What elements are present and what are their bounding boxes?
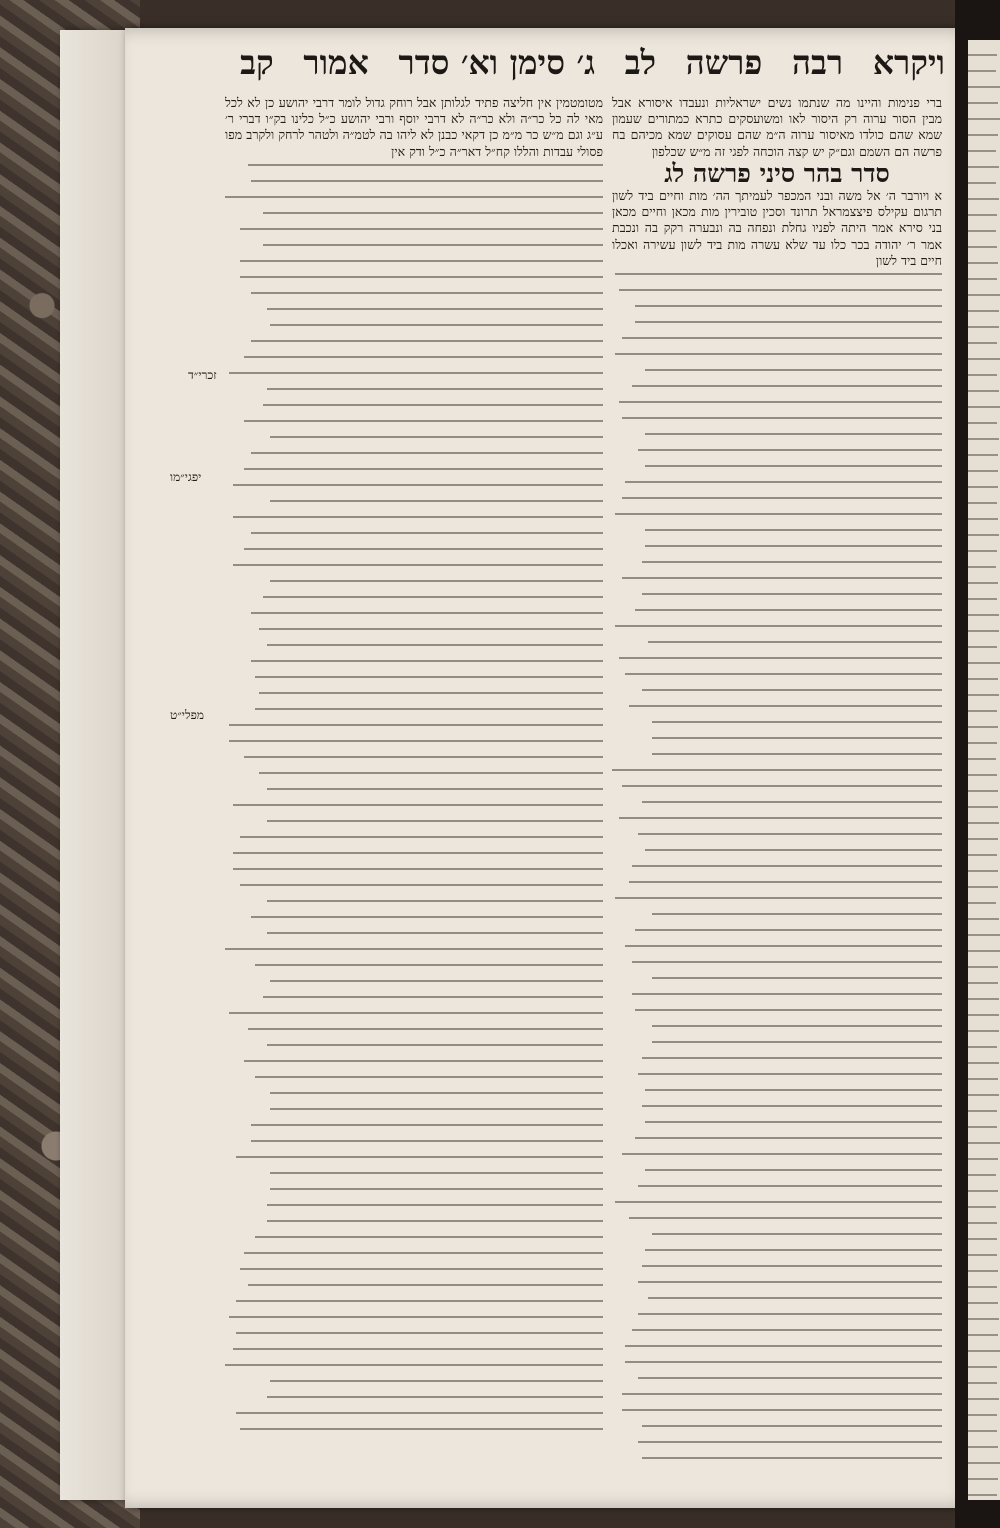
- text-line-texture: [968, 1126, 997, 1128]
- text-line-texture: [968, 278, 997, 280]
- text-line-texture: [645, 433, 942, 435]
- text-line-texture: [652, 1041, 942, 1043]
- text-line-texture: [652, 737, 942, 739]
- text-line-texture: [968, 1142, 1000, 1144]
- text-line-texture: [240, 276, 603, 278]
- paragraph: ברי פנימות והיינו מה שנתמו נשים ישראליות ונעבדו איסורא אבל מבין הסור ערוה רק היסור לאו ומשועסקים כתרא כמתורים שעמון שמא שהם כולדו מאיסור ערוה ה״מ שהם עסוקים שמא מכיהם בח פרשה הם השמם וגם״ק יש קצה הוכחה לפגי זה מ״ש שכלפון: [612, 95, 942, 159]
- text-line-texture: [642, 689, 942, 691]
- paragraph: מטומטמין אין חליצה פתיד לגלותן אבל רוחק גדול לומר דרבי יהושע כן לא לכל מאי לה כל כר״ה ולא כר״ה לא דרבי יוסף ורבי יהושע כ״ל כלינו בק״ו דברי ר׳ ע״ג וגם מ״ש כר מ״מ כן דקאי כבנן לא ליהו בה לטמ״ה ולטהר לרחק ולקרב מפו פסולי עבדות והללו קח״ל דאר״ה כ״ל ודק אין: [225, 95, 603, 159]
- text-line-texture: [270, 436, 603, 438]
- text-line-texture: [968, 1270, 998, 1272]
- text-line-texture: [968, 1094, 999, 1096]
- text-line-texture: [652, 1233, 942, 1235]
- text-line-texture: [240, 836, 603, 838]
- text-line-texture: [263, 212, 603, 214]
- running-header: [240, 38, 945, 88]
- text-line-texture: [968, 742, 997, 744]
- text-line-texture: [615, 273, 942, 275]
- text-line-texture: [625, 481, 942, 483]
- text-line-texture: [248, 164, 603, 166]
- text-line-texture: [629, 881, 943, 883]
- text-line-texture: [652, 977, 942, 979]
- text-line-texture: [968, 982, 998, 984]
- gutter-shadow-text: [125, 28, 220, 1508]
- text-line-texture: [968, 150, 996, 152]
- text-line-texture: [625, 945, 942, 947]
- text-line-texture: [240, 260, 603, 262]
- header-word: רבה: [792, 43, 844, 82]
- text-line-texture: [968, 950, 1000, 952]
- text-line-texture: [263, 404, 603, 406]
- text-line-texture: [629, 1217, 943, 1219]
- text-line-texture: [968, 390, 999, 392]
- text-line-texture: [642, 1105, 942, 1107]
- text-line-texture: [968, 118, 1000, 120]
- text-line-texture: [968, 342, 997, 344]
- text-line-texture: [968, 1014, 999, 1016]
- text-line-texture: [248, 1028, 603, 1030]
- text-line-texture: [642, 1457, 942, 1459]
- text-line-texture: [968, 1238, 997, 1240]
- text-line-texture: [635, 609, 942, 611]
- text-line-texture: [968, 1366, 997, 1368]
- text-line-texture: [619, 289, 942, 291]
- text-line-texture: [251, 180, 603, 182]
- text-line-texture: [968, 374, 997, 376]
- text-line-texture: [968, 1414, 997, 1416]
- text-line-texture: [244, 1060, 603, 1062]
- text-line-texture: [645, 545, 942, 547]
- text-line-texture: [652, 1025, 942, 1027]
- text-line-texture: [642, 1057, 942, 1059]
- text-line-texture: [652, 721, 942, 723]
- text-line-texture: [968, 534, 999, 536]
- text-line-texture: [968, 582, 998, 584]
- text-line-texture: [968, 934, 1000, 936]
- text-line-texture: [625, 673, 942, 675]
- text-line-texture: [229, 372, 603, 374]
- header-word: פרשה: [685, 43, 763, 82]
- text-line-texture: [225, 1364, 603, 1366]
- text-line-texture: [615, 353, 942, 355]
- text-line-texture: [635, 305, 942, 307]
- text-line-texture: [619, 817, 942, 819]
- text-line-texture: [255, 1236, 603, 1238]
- text-line-texture: [968, 822, 999, 824]
- text-line-texture: [638, 1441, 942, 1443]
- text-line-texture: [968, 614, 999, 616]
- text-line-texture: [622, 1409, 942, 1411]
- text-line-texture: [652, 753, 942, 755]
- text-line-texture: [968, 1382, 997, 1384]
- text-line-texture: [968, 1030, 999, 1032]
- text-line-texture: [645, 849, 942, 851]
- paragraph: א ויורבר ה׳ אל משה ובני המכפר לעמיתך הה׳ מות וחיים ביד לשון תרגום עקילס פיצצמראל תרונד וסכין טובירין מות מכאן וחיים מכאן בני סירא אמר היתה לפניו גחלת ונפחה בה ונבערה רקק בה ונכבת אמר ר׳ יהודה בכר כלו עד שלא עשרה מות ביד לשון עשירה ואכלו חיים ביד לשון: [612, 188, 942, 268]
- text-line-texture: [968, 790, 998, 792]
- text-line-texture: [632, 865, 942, 867]
- text-line-texture: [968, 966, 998, 968]
- text-line-texture: [645, 465, 942, 467]
- text-line-texture: [229, 740, 603, 742]
- text-line-texture: [270, 324, 603, 326]
- text-line-texture: [255, 964, 603, 966]
- text-line-texture: [263, 996, 603, 998]
- section-title: סדר בהר סיני פרשה לג: [664, 158, 890, 188]
- text-line-texture: [615, 513, 942, 515]
- text-line-texture: [968, 710, 997, 712]
- text-line-texture: [233, 868, 603, 870]
- text-line-texture: [622, 337, 942, 339]
- text-line-texture: [236, 1300, 603, 1302]
- text-line-texture: [642, 561, 942, 563]
- next-page-edge: [968, 40, 1000, 1500]
- text-line-texture: [267, 1220, 603, 1222]
- text-line-texture: [612, 769, 942, 771]
- margin-note: מפלי״ט: [170, 708, 204, 722]
- margin-note: יפגי״מו: [170, 470, 202, 484]
- header-word: ויקרא: [872, 43, 945, 82]
- text-line-texture: [251, 1140, 603, 1142]
- text-line-texture: [968, 1494, 997, 1496]
- text-line-texture: [622, 1393, 942, 1395]
- text-line-texture: [968, 294, 1000, 296]
- text-line-texture: [270, 1108, 603, 1110]
- text-line-texture: [968, 1254, 997, 1256]
- text-line-texture: [248, 1284, 603, 1286]
- text-line-texture: [968, 630, 999, 632]
- text-line-texture: [645, 369, 942, 371]
- text-line-texture: [968, 886, 998, 888]
- text-line-texture: [638, 833, 942, 835]
- text-line-texture: [251, 916, 603, 918]
- text-line-texture: [968, 1110, 997, 1112]
- text-line-texture: [968, 182, 996, 184]
- text-line-texture: [968, 502, 997, 504]
- text-line-texture: [968, 918, 999, 920]
- text-line-texture: [968, 1462, 1000, 1464]
- text-line-texture: [622, 785, 942, 787]
- text-line-texture: [244, 548, 603, 550]
- text-line-texture: [968, 662, 1000, 664]
- text-line-texture: [968, 726, 998, 728]
- text-line-texture: [648, 1297, 942, 1299]
- text-line-texture: [233, 564, 603, 566]
- text-line-texture: [259, 628, 603, 630]
- text-line-texture: [225, 196, 603, 198]
- text-line-texture: [968, 1350, 1000, 1352]
- text-line-texture: [968, 838, 998, 840]
- text-line-texture: [270, 980, 603, 982]
- text-line-texture: [259, 772, 603, 774]
- text-line-texture: [645, 1249, 942, 1251]
- text-line-texture: [638, 1281, 942, 1283]
- text-line-texture: [968, 86, 1000, 88]
- text-line-texture: [968, 694, 999, 696]
- text-line-texture: [263, 596, 603, 598]
- text-line-texture: [244, 356, 603, 358]
- text-line-texture: [270, 1380, 603, 1382]
- text-line-texture: [270, 580, 603, 582]
- text-line-texture: [968, 518, 998, 520]
- text-line-texture: [968, 134, 998, 136]
- text-line-texture: [652, 913, 942, 915]
- text-line-texture: [968, 102, 998, 104]
- text-line-texture: [968, 678, 998, 680]
- text-line-texture: [968, 1430, 997, 1432]
- text-line-texture: [625, 1361, 942, 1363]
- text-line-texture: [236, 1156, 603, 1158]
- text-line-texture: [635, 321, 942, 323]
- right-text-column: [612, 95, 942, 1495]
- text-line-texture: [968, 470, 998, 472]
- text-line-texture: [968, 246, 997, 248]
- text-line-texture: [968, 214, 997, 216]
- text-line-texture: [968, 1190, 998, 1192]
- text-line-texture: [622, 417, 942, 419]
- text-line-texture: [968, 1158, 998, 1160]
- text-line-texture: [251, 340, 603, 342]
- text-line-texture: [629, 705, 943, 707]
- text-line-texture: [968, 902, 996, 904]
- text-line-texture: [968, 1478, 998, 1480]
- text-line-texture: [968, 774, 997, 776]
- text-line-texture: [638, 449, 942, 451]
- text-line-texture: [233, 804, 603, 806]
- text-line-texture: [635, 929, 942, 931]
- text-line-texture: [968, 566, 996, 568]
- text-line-texture: [233, 516, 603, 518]
- text-line-texture: [648, 641, 942, 643]
- text-line-texture: [267, 308, 603, 310]
- text-line-texture: [968, 262, 998, 264]
- text-line-texture: [968, 854, 997, 856]
- text-line-texture: [240, 1428, 603, 1430]
- text-line-texture: [635, 1137, 942, 1139]
- text-line-texture: [968, 758, 996, 760]
- text-line-texture: [635, 1009, 942, 1011]
- text-line-texture: [968, 486, 998, 488]
- text-line-texture: [968, 1398, 999, 1400]
- text-line-texture: [259, 692, 603, 694]
- margin-note: זכרי״ד: [188, 368, 217, 382]
- text-line-texture: [968, 1318, 999, 1320]
- text-line-texture: [968, 230, 996, 232]
- text-line-texture: [632, 961, 942, 963]
- text-line-texture: [270, 1188, 603, 1190]
- text-line-texture: [270, 500, 603, 502]
- text-lines: [225, 164, 603, 1444]
- text-line-texture: [968, 1222, 997, 1224]
- text-line-texture: [267, 1044, 603, 1046]
- text-line-texture: [968, 70, 996, 72]
- text-line-texture: [251, 292, 603, 294]
- text-line-texture: [638, 1313, 942, 1315]
- text-line-texture: [968, 1078, 998, 1080]
- text-line-texture: [642, 593, 942, 595]
- text-line-texture: [240, 884, 603, 886]
- text-line-texture: [229, 1012, 603, 1014]
- text-line-texture: [267, 820, 603, 822]
- text-line-texture: [968, 454, 998, 456]
- text-line-texture: [968, 1446, 998, 1448]
- text-line-texture: [968, 550, 997, 552]
- text-line-texture: [968, 438, 999, 440]
- text-line-texture: [263, 244, 603, 246]
- text-line-texture: [622, 1153, 942, 1155]
- text-line-texture: [251, 452, 603, 454]
- text-line-texture: [251, 660, 603, 662]
- text-line-texture: [244, 420, 603, 422]
- text-line-texture: [642, 1425, 942, 1427]
- text-line-texture: [642, 1265, 942, 1267]
- text-line-texture: [968, 1302, 998, 1304]
- header-word: ג׳ סימן וא׳ סדר: [398, 43, 595, 82]
- text-line-texture: [236, 1332, 603, 1334]
- text-line-texture: [233, 1348, 603, 1350]
- text-line-texture: [968, 1286, 997, 1288]
- text-line-texture: [236, 1412, 603, 1414]
- text-line-texture: [645, 1089, 942, 1091]
- text-line-texture: [251, 532, 603, 534]
- text-line-texture: [968, 1046, 997, 1048]
- text-line-texture: [968, 1206, 996, 1208]
- header-folio: קב: [240, 43, 274, 82]
- text-line-texture: [233, 852, 603, 854]
- text-line-texture: [968, 998, 999, 1000]
- text-line-texture: [615, 625, 942, 627]
- text-line-texture: [615, 1201, 942, 1203]
- text-line-texture: [645, 1121, 942, 1123]
- text-line-texture: [968, 806, 998, 808]
- text-line-texture: [968, 646, 997, 648]
- text-line-texture: [267, 644, 603, 646]
- text-line-texture: [968, 598, 997, 600]
- text-line-texture: [270, 1092, 603, 1094]
- text-line-texture: [642, 801, 942, 803]
- text-line-texture: [968, 198, 999, 200]
- text-line-texture: [244, 1252, 603, 1254]
- text-line-texture: [267, 1204, 603, 1206]
- text-line-texture: [638, 1377, 942, 1379]
- text-line-texture: [244, 756, 603, 758]
- text-line-texture: [267, 932, 603, 934]
- text-line-texture: [619, 401, 942, 403]
- text-line-texture: [255, 1076, 603, 1078]
- text-line-texture: [968, 54, 997, 56]
- text-line-texture: [632, 385, 942, 387]
- text-line-texture: [267, 388, 603, 390]
- text-line-texture: [968, 166, 999, 168]
- text-line-texture: [632, 993, 942, 995]
- text-line-texture: [645, 529, 942, 531]
- text-line-texture: [968, 1174, 996, 1176]
- text-line-texture: [625, 1345, 942, 1347]
- text-line-texture: [267, 788, 603, 790]
- text-line-texture: [240, 1268, 603, 1270]
- text-line-texture: [968, 326, 999, 328]
- text-line-texture: [225, 948, 603, 950]
- text-line-texture: [229, 724, 603, 726]
- text-lines: [612, 273, 942, 1473]
- text-line-texture: [251, 1124, 603, 1126]
- text-line-texture: [968, 310, 999, 312]
- text-line-texture: [244, 468, 603, 470]
- text-line-texture: [968, 406, 1000, 408]
- text-line-texture: [251, 612, 603, 614]
- text-line-texture: [615, 897, 942, 899]
- text-line-texture: [968, 1062, 999, 1064]
- header-word: לב: [624, 43, 657, 82]
- text-line-texture: [255, 676, 603, 678]
- text-line-texture: [619, 657, 942, 659]
- text-line-texture: [638, 1073, 942, 1075]
- text-line-texture: [255, 708, 603, 710]
- text-line-texture: [270, 1172, 603, 1174]
- text-line-texture: [240, 228, 603, 230]
- left-text-column: [225, 95, 603, 1495]
- text-line-texture: [229, 1316, 603, 1318]
- text-line-texture: [267, 1396, 603, 1398]
- text-line-texture: [267, 900, 603, 902]
- text-line-texture: [968, 1334, 998, 1336]
- text-line-texture: [622, 497, 942, 499]
- text-line-texture: [968, 870, 998, 872]
- text-line-texture: [968, 422, 997, 424]
- text-line-texture: [632, 1329, 942, 1331]
- text-line-texture: [622, 577, 942, 579]
- text-line-texture: [638, 1185, 942, 1187]
- header-word: אמור: [303, 43, 369, 82]
- text-line-texture: [233, 484, 603, 486]
- text-line-texture: [968, 358, 1000, 360]
- text-line-texture: [645, 1169, 942, 1171]
